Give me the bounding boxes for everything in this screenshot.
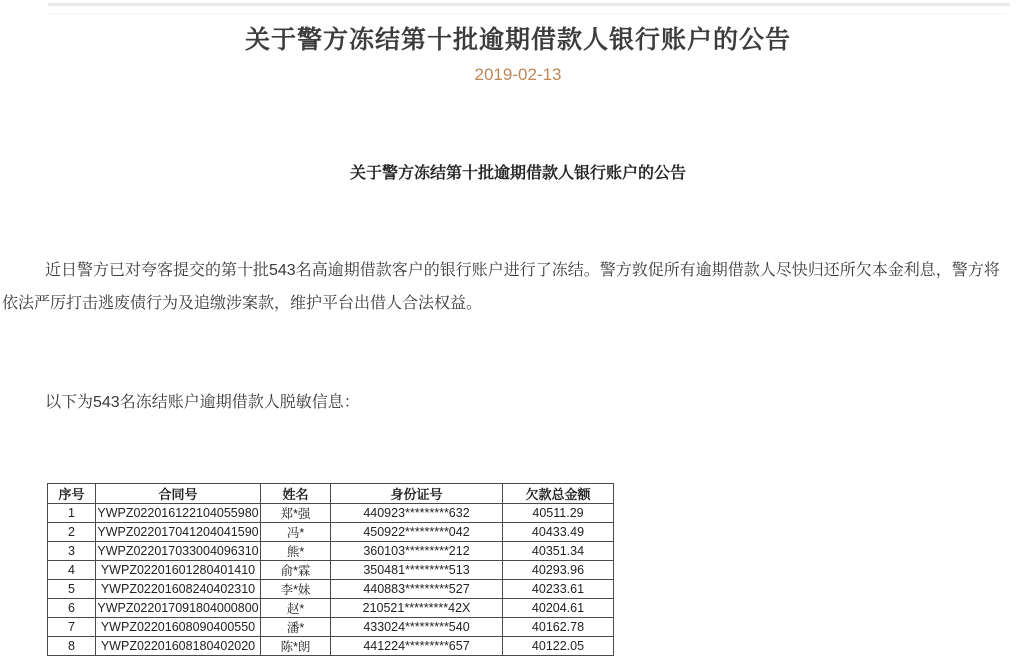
table-cell: 8: [48, 637, 96, 656]
table-header-cell: 身份证号: [331, 484, 503, 504]
table-row: [48, 618, 614, 637]
table-cell: YWPZ02201601280401410: [96, 561, 261, 580]
announcement-paragraph-line2: 依法严厉打击逃废债行为及追缴涉案款，维护平台出借人合法权益。: [2, 295, 483, 312]
table-cell: 40162.78: [503, 618, 614, 637]
table-row: [48, 542, 614, 561]
table-cell: YWPZ02201608240402310: [96, 580, 261, 599]
table-cell: 40122.05: [503, 637, 614, 656]
table-cell: 1: [48, 504, 96, 523]
table-cell: YWPZ022017033004096310: [96, 542, 261, 561]
table-cell: 360103*********212: [331, 542, 503, 561]
table-header-cell: 序号: [48, 484, 96, 504]
announcement-paragraph: [2, 254, 1010, 320]
table-cell: 7: [48, 618, 96, 637]
table-cell: 40433.49: [503, 523, 614, 542]
table-header-cell: 姓名: [261, 484, 331, 504]
table-cell: 40204.61: [503, 599, 614, 618]
announcement-paragraph-line1: 近日警方已对夸客提交的第十批543名高逾期借款客户的银行账户进行了冻结。警方敦促所有逾期借款人尽快归还所欠本金利息，警方将: [45, 262, 1000, 279]
table-cell: 5: [48, 580, 96, 599]
table-cell: 郑*强: [261, 504, 331, 523]
table-cell: 冯*: [261, 523, 331, 542]
table-cell: 2: [48, 523, 96, 542]
top-divider: [48, 3, 1010, 6]
table-cell: 李*妹: [261, 580, 331, 599]
table-cell: 433024*********540: [331, 618, 503, 637]
document-heading: 关于警方冻结第十批逾期借款人银行账户的公告: [349, 165, 686, 182]
table-cell: 俞*霖: [261, 561, 331, 580]
debtors-table: [47, 483, 614, 656]
table-cell: 440883*********527: [331, 580, 503, 599]
table-cell: YWPZ022016122104055980: [96, 504, 261, 523]
table-cell: 6: [48, 599, 96, 618]
table-cell: YWPZ02201608180402020: [96, 637, 261, 656]
table-cell: YWPZ022017091804000800: [96, 599, 261, 618]
table-cell: 4: [48, 561, 96, 580]
table-row: [48, 599, 614, 618]
table-cell: 熊*: [261, 542, 331, 561]
table-intro-text: 以下为543名冻结账户逾期借款人脱敏信息：: [45, 394, 360, 411]
top-divider-secondary: [48, 13, 1006, 14]
table-cell: 210521*********42X: [331, 599, 503, 618]
table-cell: YWPZ02201608090400550: [96, 618, 261, 637]
table-cell: 440923*********632: [331, 504, 503, 523]
table-cell: 350481*********513: [331, 561, 503, 580]
table-cell: 40511.29: [503, 504, 614, 523]
table-header-cell: 欠款总金额: [503, 484, 614, 504]
table-cell: 40233.61: [503, 580, 614, 599]
table-row: [48, 580, 614, 599]
table-cell: 441224*********657: [331, 637, 503, 656]
table-row: [48, 637, 614, 656]
table-cell: 40293.96: [503, 561, 614, 580]
table-cell: 陈*朗: [261, 637, 331, 656]
table-cell: YWPZ022017041204041590: [96, 523, 261, 542]
table-cell: 450922*********042: [331, 523, 503, 542]
publish-date: 2019-02-13: [474, 65, 562, 84]
table-header-cell: 合同号: [96, 484, 261, 504]
table-cell: 40351.34: [503, 542, 614, 561]
table-cell: 赵*: [261, 599, 331, 618]
page-title: 关于警方冻结第十批逾期借款人银行账户的公告: [244, 26, 791, 54]
table-cell: 3: [48, 542, 96, 561]
table-header-row: [48, 484, 614, 504]
table-row: [48, 504, 614, 523]
table-row: [48, 561, 614, 580]
table-cell: 潘*: [261, 618, 331, 637]
table-row: [48, 523, 614, 542]
